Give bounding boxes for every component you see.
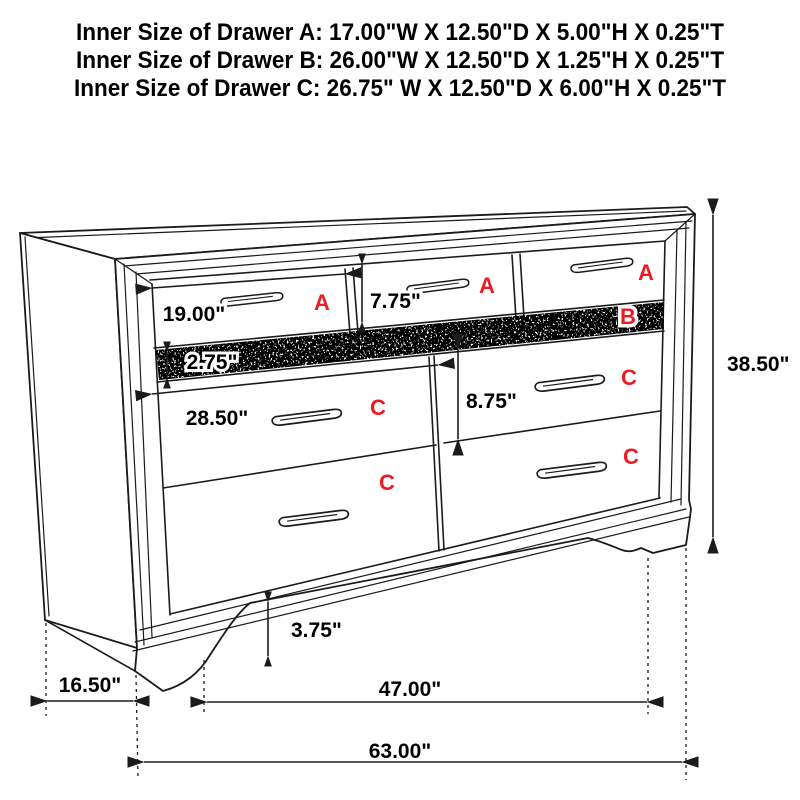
drawer-c1-label: C [370, 395, 386, 420]
title-line-drawer-b: Inner Size of Drawer B: 26.00"W X 12.50"D X 1.25"H X 0.25"T [76, 47, 725, 74]
drawer-c2-label: C [621, 365, 637, 390]
cabinet-outline [20, 207, 695, 691]
dim-feet-span [207, 678, 647, 702]
dim-feet-span-label: 47.00" [378, 678, 442, 701]
title-block [74, 19, 726, 102]
dim-overall-width-label: 63.00" [368, 740, 432, 763]
dim-drawer-a-height-label: 7.75" [370, 290, 421, 313]
drawer-c3-label: C [379, 470, 395, 495]
dim-foot-height-label: 3.75" [291, 619, 342, 642]
title-line-drawer-c: Inner Size of Drawer C: 26.75" W X 12.50"D X 6.00"H X 0.25"T [74, 75, 727, 102]
dim-band-b-height-label: 2.75" [186, 351, 238, 374]
band-b-label: B [620, 304, 636, 329]
drawer-a1-label: A [314, 290, 330, 315]
drawer-a2-label: A [479, 273, 495, 298]
dim-overall-width [144, 740, 682, 763]
dim-drawer-c-width-label: 28.50" [185, 407, 249, 430]
title-line-drawer-a: Inner Size of Drawer A: 17.00"W X 12.50"D X 5.00"H X 0.25"T [76, 19, 725, 46]
cabinet-front-silhouette [115, 214, 695, 691]
drawer-c4-label: C [623, 444, 639, 469]
dim-overall-height-label: 38.50" [727, 353, 790, 376]
dim-drawer-a-width-label: 19.00" [162, 303, 226, 326]
drawer-a3-label: A [638, 260, 654, 285]
dim-side-depth [47, 674, 133, 701]
dashed-line-front-left-leg [136, 675, 138, 778]
dim-drawer-c-height-label: 8.75" [466, 390, 517, 413]
dim-side-depth-label: 16.50" [58, 674, 122, 697]
dim-overall-height [713, 215, 790, 537]
